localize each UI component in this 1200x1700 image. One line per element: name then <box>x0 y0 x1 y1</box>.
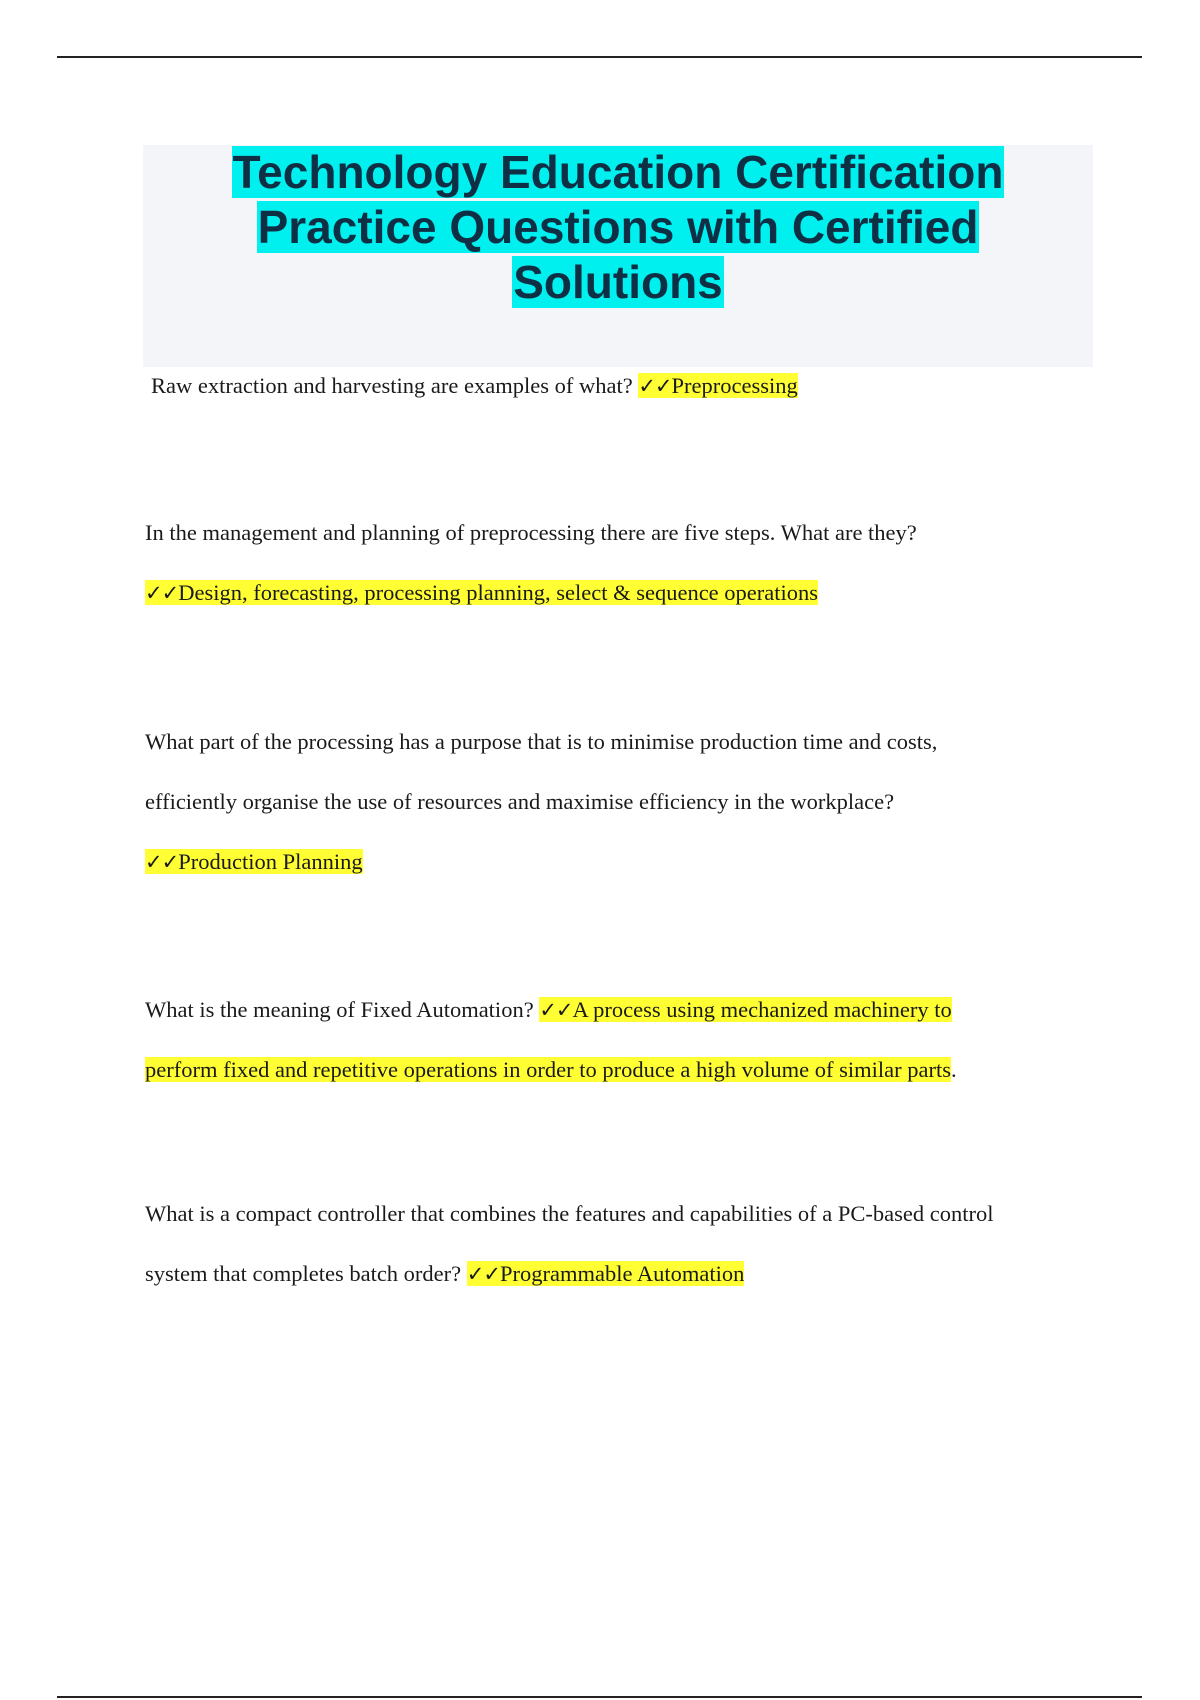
question-5-line-2: system that completes batch order? <box>145 1261 467 1286</box>
question-2: In the management and planning of preprocessing there are five steps. What are they? <box>145 520 917 545</box>
answer-2: ✓✓Design, forecasting, processing planning, select & sequence operations <box>145 580 819 605</box>
qa-item-1 <box>151 356 1111 416</box>
title-line-2: Practice Questions with Certified <box>257 201 979 253</box>
check-icon: ✓✓ <box>638 374 672 398</box>
qa-item-4 <box>145 980 1105 1100</box>
answer-1: ✓✓Preprocessing <box>638 373 798 398</box>
check-icon: ✓✓ <box>466 1262 500 1286</box>
title-line-3: Solutions <box>513 256 723 308</box>
qa-item-5 <box>145 1184 1105 1304</box>
bottom-rule <box>57 1696 1142 1698</box>
question-3-line-1: What part of the processing has a purpose that is to minimise production time and costs, <box>145 729 938 754</box>
page-title <box>143 145 1093 310</box>
qa-item-3 <box>145 712 1105 892</box>
answer-4-part-2: perform fixed and repetitive operations in order to produce a high volume of similar parts <box>145 1057 952 1082</box>
question-1: Raw extraction and harvesting are examples of what? <box>151 373 639 398</box>
check-icon: ✓✓ <box>539 998 573 1022</box>
top-rule <box>57 56 1142 58</box>
title-line-1: Technology Education Certification <box>232 146 1004 198</box>
question-4: What is the meaning of Fixed Automation? <box>145 997 540 1022</box>
answer-4-trailing: . <box>951 1057 957 1082</box>
check-icon: ✓✓ <box>145 850 179 874</box>
question-5-line-1: What is a compact controller that combines the features and capabilities of a PC-based control <box>145 1201 994 1226</box>
answer-4-part-1: ✓✓A process using mechanized machinery to <box>539 997 952 1022</box>
answer-5: ✓✓Programmable Automation <box>466 1261 745 1286</box>
qa-item-2 <box>145 503 1105 623</box>
answer-3: ✓✓Production Planning <box>145 849 363 874</box>
question-3-line-2: efficiently organise the use of resources and maximise efficiency in the workplace? <box>145 789 895 814</box>
check-icon: ✓✓ <box>145 581 179 605</box>
